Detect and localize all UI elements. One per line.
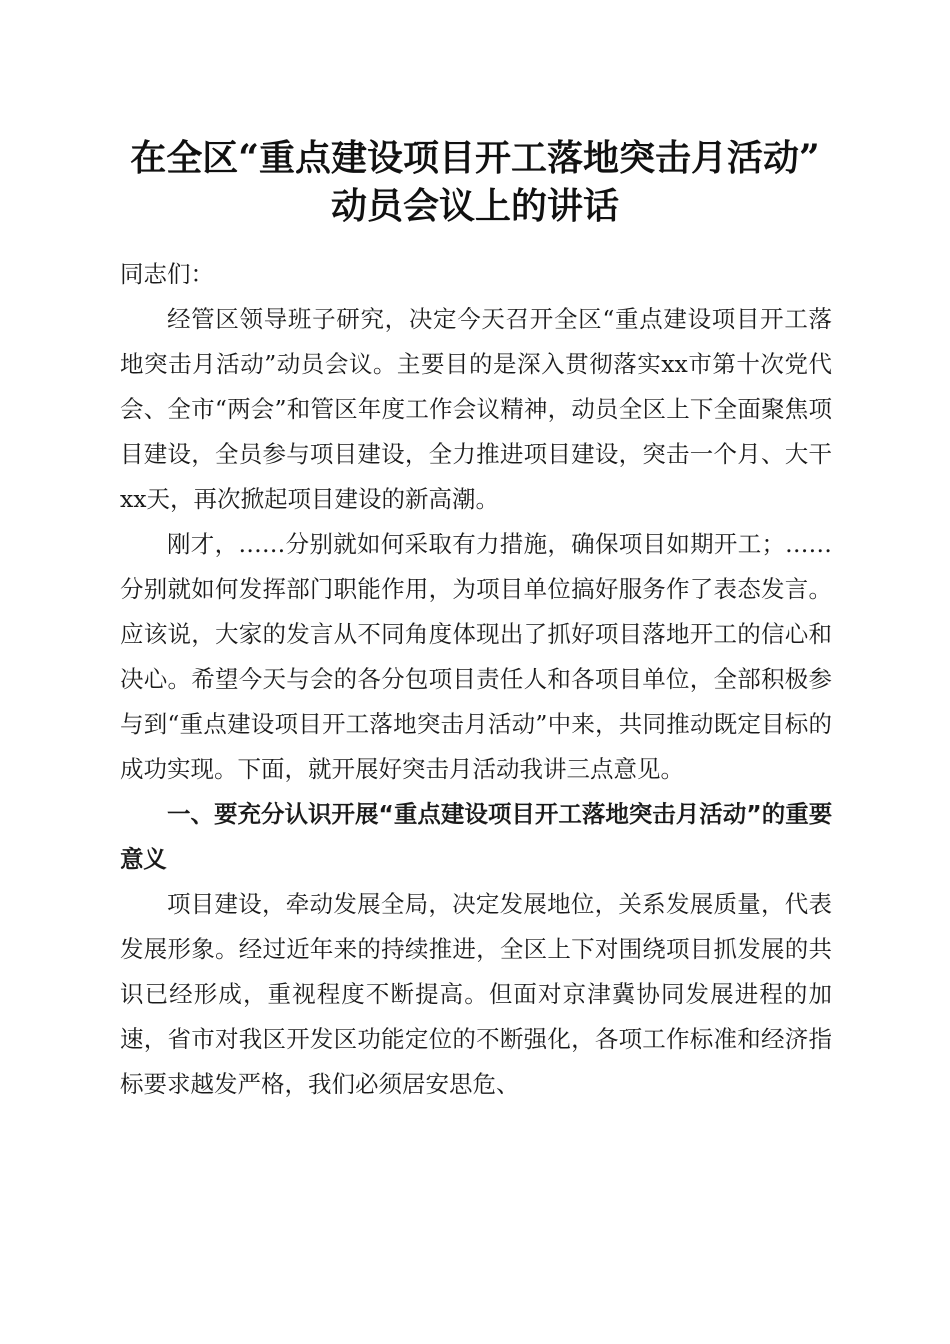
salutation: 同志们： <box>120 260 214 288</box>
paragraph-1: 经管区领导班子研究，决定今天召开全区“重点建设项目开工落地突击月活动”动员会议。主要目的是深入贯彻落实xx市第十次党代会、全市“两会”和管区年度工作会议精神，动员全区上下全面聚焦项目建设，全员参与项目建设，全力推进项目建设，突击一个月、大干xx天，再次掀起项目建设的新高潮。 <box>120 305 832 513</box>
document-title-line-2: 动员会议上的讲话 <box>330 185 619 227</box>
paragraph-3: 项目建设，牵动发展全局，决定发展地位，关系发展质量，代表发展形象。经过近年来的持续推进，全区上下对围绕项目抓发展的共识已经形成，重视程度不断提高。但面对京津冀协同发展进程的加速，省市对我区开发区功能定位的不断强化，各项工作标准和经济指标要求越发严格，我们必须居安思危、 <box>120 890 832 1098</box>
paragraph-2: 刚才，……分别就如何采取有力措施，确保项目如期开工；……分别就如何发挥部门职能作用，为项目单位搞好服务作了表态发言。应该说，大家的发言从不同角度体现出了抓好项目落地开工的信心和决心。希望今天与会的各分包项目责任人和各项目单位，全部积极参与到“重点建设项目开工落地突击月活动”中来，共同推动既定目标的成功实现。下面，就开展好突击月活动我讲三点意见。 <box>120 530 832 783</box>
section-heading-1: 一、要充分认识开展“重点建设项目开工落地突击月活动”的重要意义 <box>120 800 832 873</box>
document-body <box>120 252 832 1107</box>
document-title-line-1: 在全区“重点建设项目开工落地突击月活动” <box>130 137 820 179</box>
